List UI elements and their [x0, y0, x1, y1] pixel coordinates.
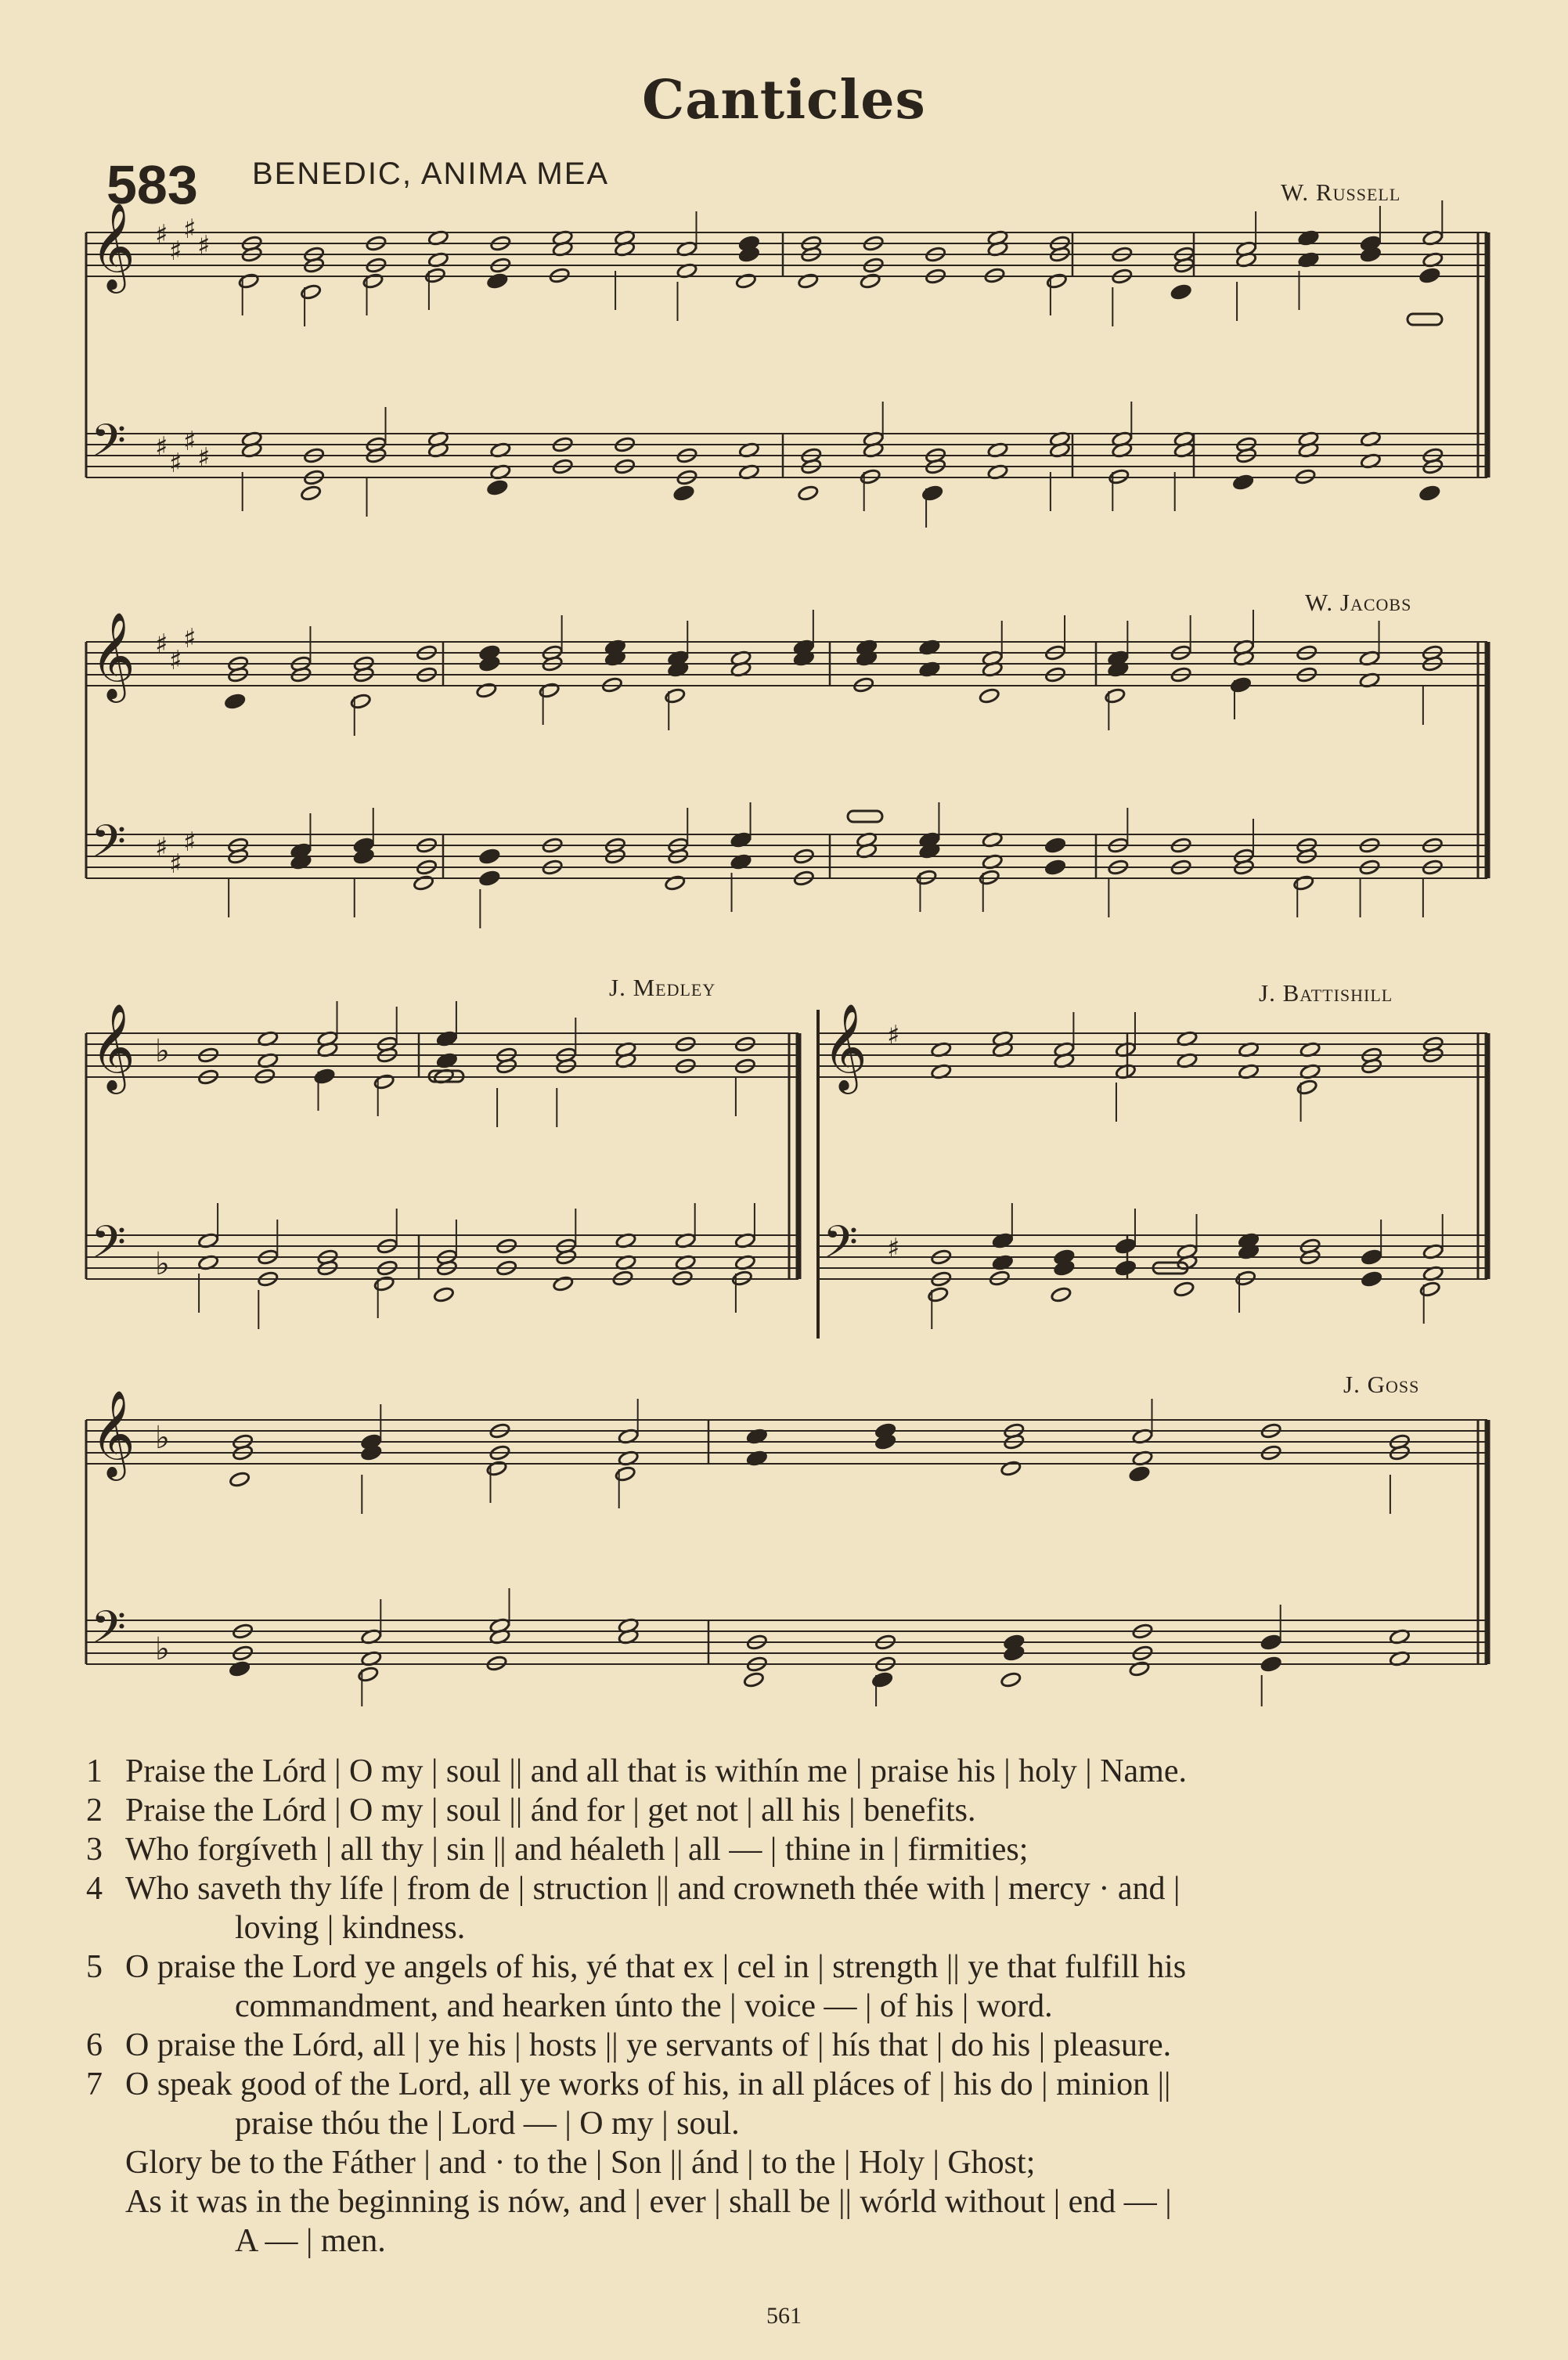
note-head: [224, 693, 245, 709]
note-head: [1296, 1079, 1317, 1095]
note-head: [1170, 283, 1191, 300]
bass-clef: 𝄢: [823, 1216, 859, 1280]
verse-text: Glory be to the Fáther | and · to the | Son || ánd | to the | Holy | Ghost;: [125, 2145, 1036, 2181]
note-head: [487, 272, 508, 289]
breve-note: [1408, 314, 1442, 325]
verse-text: loving | kindness.: [235, 1910, 466, 1946]
bass-clef: 𝄢: [91, 1601, 127, 1665]
verse-line: [86, 1791, 1495, 1830]
note-head: [1129, 1660, 1150, 1677]
verses-text: [86, 1752, 1495, 2261]
verse-line: [86, 2221, 1495, 2261]
flat-sign: ♭: [155, 1420, 170, 1456]
sharp-sign: ♯: [169, 849, 182, 880]
note-head: [1173, 1281, 1195, 1297]
note-head: [1260, 1656, 1281, 1672]
note-head: [1051, 1286, 1072, 1303]
note-head: [358, 1666, 379, 1682]
composer-chant-1: W. Russell: [1281, 178, 1401, 206]
verse-line: [86, 2104, 1495, 2143]
note-head: [1232, 474, 1253, 490]
sharp-sign: ♯: [155, 219, 168, 250]
note-head: [476, 682, 497, 698]
note-head: [1115, 1238, 1136, 1254]
sharp-sign: ♯: [183, 827, 196, 858]
verse-text: A — | men.: [235, 2223, 386, 2259]
verse-line: [86, 1987, 1495, 2026]
note-head: [743, 1671, 764, 1688]
verse-line: [86, 2026, 1495, 2065]
verse-text: Who saveth thy lífe | from de | struction || and crowneth thée with | mercy · and |: [125, 1871, 1181, 1907]
hymn-tune-name: BENEDIC, ANIMA MEA: [252, 157, 610, 191]
note-head: [1361, 1270, 1382, 1287]
note-head: [798, 272, 819, 289]
bass-clef: 𝄢: [91, 414, 127, 478]
note-head: [1000, 1460, 1022, 1476]
verse-text: O speak good of the Lord, all ye works of his, in all pláces of | his do | minion ||: [125, 2066, 1171, 2102]
note-head: [1260, 1634, 1281, 1650]
note-head: [735, 272, 756, 289]
note-head: [314, 1068, 335, 1084]
note-head: [1361, 1248, 1382, 1265]
bass-clef: 𝄢: [91, 815, 127, 879]
note-head: [665, 874, 686, 891]
verse-line: [86, 1908, 1495, 1947]
note-head: [539, 682, 560, 698]
verse-text: praise thóu the | Lord — | O my | soul.: [235, 2106, 740, 2142]
note-head: [860, 272, 881, 289]
note-head: [1000, 1671, 1022, 1688]
verse-number: 1: [86, 1753, 103, 1789]
verse-line: [86, 1830, 1495, 1869]
note-head: [486, 1460, 507, 1476]
flat-sign: ♭: [155, 1033, 170, 1069]
note-head: [1419, 1281, 1440, 1297]
sharp-sign: ♯: [183, 426, 196, 457]
note-head: [1105, 687, 1126, 704]
note-head: [615, 1465, 636, 1482]
note-head: [928, 1286, 949, 1303]
bass-clef: 𝄢: [91, 1216, 127, 1280]
verse-number: 3: [86, 1832, 103, 1868]
note-head: [1044, 859, 1065, 875]
note-head: [665, 687, 686, 704]
sharp-sign: ♯: [169, 645, 182, 676]
composer-chant-5: J. Goss: [1343, 1371, 1420, 1398]
sharp-sign: ♯: [155, 629, 168, 660]
hymn-number: 583: [106, 154, 198, 215]
note-head: [479, 848, 500, 864]
verse-number: 5: [86, 1949, 103, 1985]
treble-clef: 𝄞: [91, 1389, 135, 1477]
verse-text: O praise the Lórd, all | ye his | hosts || ye servants of | hís that | do his | pleasure.: [125, 2027, 1172, 2063]
verse-text: O praise the Lord ye angels of his, yé that ex | cel in | strength || ye that fulfill his: [125, 1949, 1187, 1985]
note-head: [350, 693, 371, 709]
note-head: [1115, 1259, 1136, 1276]
verse-line: [86, 2182, 1495, 2221]
verse-line: [86, 2065, 1495, 2104]
note-head: [1044, 837, 1065, 853]
treble-clef: 𝄞: [823, 1003, 867, 1090]
treble-clef: 𝄞: [91, 1003, 135, 1090]
note-head: [300, 283, 321, 300]
verse-number: 2: [86, 1793, 103, 1829]
note-head: [373, 1275, 395, 1292]
sharp-sign: ♯: [155, 832, 168, 863]
note-head: [229, 1471, 250, 1487]
note-head: [487, 479, 508, 495]
sharp-sign: ♯: [155, 431, 168, 463]
flat-sign: ♭: [155, 1631, 170, 1667]
composer-chant-2: W. Jacobs: [1305, 589, 1412, 616]
sharp-sign: ♯: [887, 1233, 900, 1264]
note-head: [1293, 874, 1314, 891]
note-head: [1230, 676, 1251, 693]
section-title: Canticles: [642, 69, 926, 132]
note-head: [871, 1671, 892, 1688]
note-head: [979, 687, 1000, 704]
note-head: [433, 1286, 454, 1303]
sharp-sign: ♯: [197, 442, 211, 474]
verse-text: Praise the Lórd | O my | soul || ánd for | get not | all his | benefits.: [125, 1793, 976, 1829]
composer-chant-3: J. Medley: [609, 974, 716, 1001]
note-head: [1419, 267, 1440, 283]
breve-note: [848, 811, 882, 822]
sharp-sign: ♯: [183, 623, 196, 654]
treble-clef: 𝄞: [91, 611, 135, 699]
composer-chant-4: J. Battishill: [1259, 979, 1393, 1007]
verse-line: [86, 2143, 1495, 2182]
note-head: [300, 485, 321, 501]
note-head: [921, 485, 943, 501]
verse-line: [86, 1752, 1495, 1791]
verse-text: Who forgíveth | all thy | sin || and héaleth | all — | thine in | firmities;: [125, 1832, 1029, 1868]
verse-text: commandment, and hearken únto the | voice — | of his | word.: [235, 1988, 1053, 2024]
verse-text: As it was in the beginning is nów, and | ever | shall be || wórld without | end — |: [125, 2184, 1172, 2220]
note-head: [373, 1073, 395, 1090]
sharp-sign: ♯: [169, 236, 182, 267]
note-head: [229, 1660, 250, 1677]
sharp-sign: ♯: [887, 1020, 900, 1051]
note-head: [238, 272, 259, 289]
treble-clef: 𝄞: [91, 202, 135, 290]
verse-text: Praise the Lórd | O my | soul || and all that is withín me | praise his | holy | Name.: [125, 1753, 1187, 1789]
verse-number: 4: [86, 1871, 103, 1907]
sharp-sign: ♯: [183, 214, 196, 245]
note-head: [553, 1275, 574, 1292]
note-head: [673, 485, 694, 501]
flat-sign: ♭: [155, 1246, 170, 1282]
note-head: [1046, 272, 1067, 289]
note-head: [413, 874, 434, 891]
note-head: [1129, 1465, 1150, 1482]
verse-line: [86, 1869, 1495, 1908]
sharp-sign: ♯: [169, 448, 182, 479]
verse-number: 6: [86, 2027, 103, 2063]
note-head: [362, 272, 384, 289]
verse-number: 7: [86, 2066, 103, 2102]
note-head: [479, 870, 500, 886]
sharp-sign: ♯: [197, 230, 211, 261]
verse-line: [86, 1947, 1495, 1987]
note-head: [1419, 485, 1440, 501]
note-head: [798, 485, 819, 501]
page-number: 561: [766, 2303, 802, 2329]
